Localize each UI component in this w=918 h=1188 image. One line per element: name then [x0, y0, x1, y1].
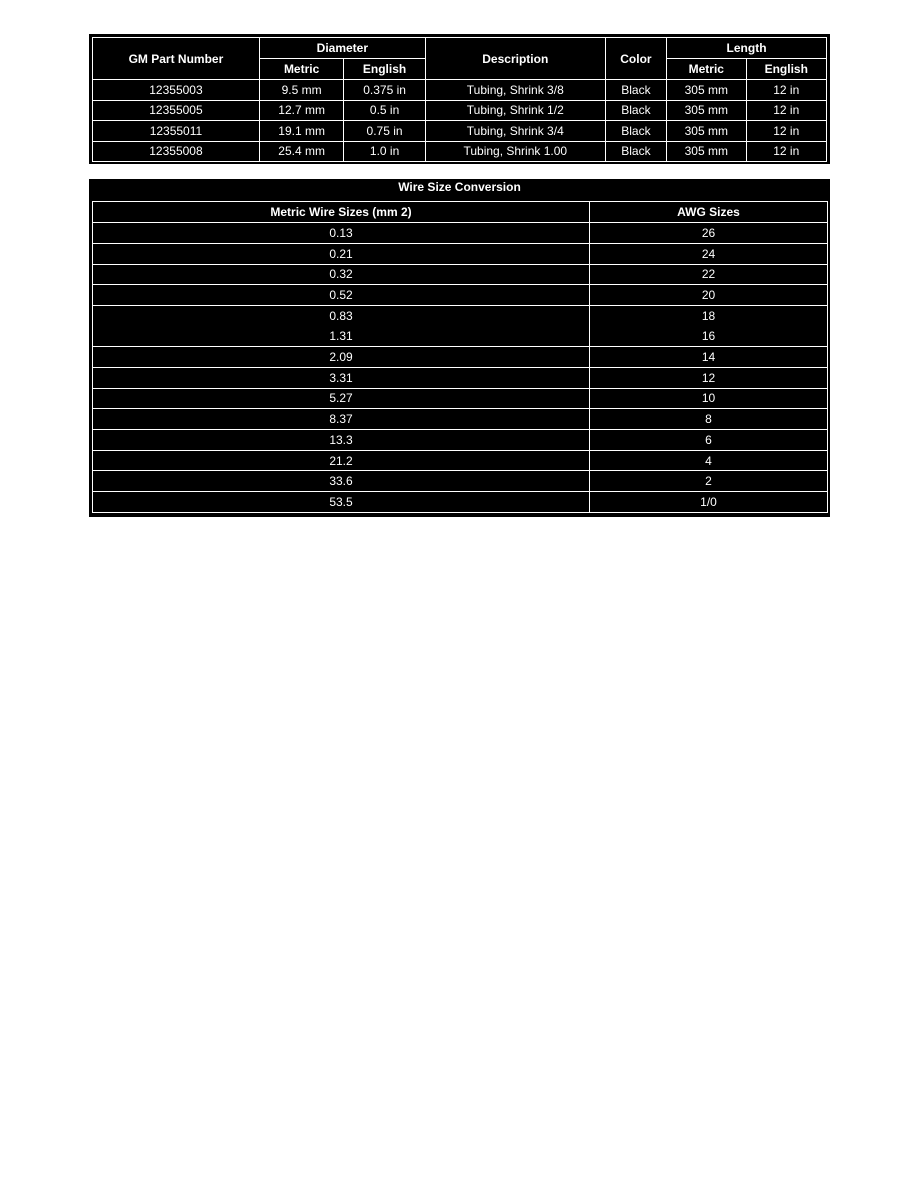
cell-color: Black: [605, 141, 666, 162]
shrink-tubing-table-block: [89, 34, 830, 164]
wire-size-conversion-title: Wire Size Conversion: [398, 180, 521, 194]
cell-awg-size: 24: [590, 243, 828, 264]
cell-description: Tubing, Shrink 3/8: [425, 80, 605, 101]
header-length: Length: [667, 38, 827, 59]
cell-metric-size: 0.52: [93, 285, 590, 306]
cell-metric-size: 0.21: [93, 243, 590, 264]
cell-length-english: 12 in: [746, 121, 826, 142]
cell-awg-size: 6: [590, 430, 828, 451]
header-metric-wire-sizes: Metric Wire Sizes (mm 2): [93, 202, 590, 223]
cell-metric-size: 0.83: [329, 309, 353, 324]
header-gm-part-number: GM Part Number: [93, 38, 260, 80]
table-row: [93, 450, 828, 471]
cell-awg-size-pair: [590, 305, 828, 346]
cell-metric-size-pair: [93, 305, 590, 346]
cell-awg-size: 14: [590, 347, 828, 368]
table-row: [93, 243, 828, 264]
shrink-tubing-table: [92, 37, 827, 162]
table-row: [93, 492, 828, 513]
cell-color: Black: [605, 100, 666, 121]
cell-metric-size: 33.6: [93, 471, 590, 492]
header-color: Color: [605, 38, 666, 80]
cell-part-number: 12355005: [93, 100, 260, 121]
table-row: [93, 305, 828, 346]
cell-awg-size: 22: [590, 264, 828, 285]
cell-length-english: 12 in: [746, 100, 826, 121]
cell-description: Tubing, Shrink 1/2: [425, 100, 605, 121]
cell-metric-size: 3.31: [93, 367, 590, 388]
table-row: [93, 223, 828, 244]
cell-part-number: 12355008: [93, 141, 260, 162]
header-length-english: English: [746, 59, 826, 80]
cell-awg-size: 18: [701, 309, 716, 324]
cell-length-metric: 305 mm: [667, 121, 746, 142]
cell-metric-size: 5.27: [93, 388, 590, 409]
table-row: [93, 388, 828, 409]
cell-length-metric: 305 mm: [667, 100, 746, 121]
cell-metric-size: 8.37: [93, 409, 590, 430]
header-awg-sizes: AWG Sizes: [590, 202, 828, 223]
cell-awg-size: 12: [590, 367, 828, 388]
table-row: [93, 121, 827, 142]
cell-awg-size: 10: [590, 388, 828, 409]
cell-length-english: 12 in: [746, 80, 826, 101]
cell-length-english: 12 in: [746, 141, 826, 162]
table-row: [93, 471, 828, 492]
cell-color: Black: [605, 121, 666, 142]
cell-part-number: 12355003: [93, 80, 260, 101]
cell-diameter-english: 0.5 in: [344, 100, 425, 121]
cell-diameter-metric: 9.5 mm: [259, 80, 343, 101]
table-row: [93, 409, 828, 430]
cell-diameter-english: 0.375 in: [344, 80, 425, 101]
cell-awg-size: 1/0: [590, 492, 828, 513]
table-row: [93, 347, 828, 368]
cell-diameter-english: 1.0 in: [344, 141, 425, 162]
cell-metric-size: 21.2: [93, 450, 590, 471]
cell-metric-size: 0.32: [93, 264, 590, 285]
cell-metric-size: 13.3: [93, 430, 590, 451]
cell-awg-size: 2: [590, 471, 828, 492]
table-row: [93, 80, 827, 101]
table-row: [93, 141, 827, 162]
cell-diameter-metric: 25.4 mm: [259, 141, 343, 162]
cell-diameter-metric: 12.7 mm: [259, 100, 343, 121]
cell-part-number: 12355011: [93, 121, 260, 142]
cell-metric-size: 1.31: [329, 329, 353, 344]
header-length-metric: Metric: [667, 59, 746, 80]
cell-diameter-english: 0.75 in: [344, 121, 425, 142]
cell-metric-size: 53.5: [93, 492, 590, 513]
table-row: [93, 264, 828, 285]
cell-length-metric: 305 mm: [667, 80, 746, 101]
header-diameter-metric: Metric: [259, 59, 343, 80]
header-diameter: Diameter: [259, 38, 425, 59]
cell-awg-size: 26: [590, 223, 828, 244]
table-row: [93, 430, 828, 451]
cell-awg-size: 4: [590, 450, 828, 471]
header-diameter-english: English: [344, 59, 425, 80]
cell-awg-size: 16: [701, 329, 716, 344]
table-row: [93, 367, 828, 388]
table-row: [93, 285, 828, 306]
cell-description: Tubing, Shrink 1.00: [425, 141, 605, 162]
cell-length-metric: 305 mm: [667, 141, 746, 162]
cell-color: Black: [605, 80, 666, 101]
cell-awg-size: 8: [590, 409, 828, 430]
cell-awg-size: 20: [590, 285, 828, 306]
cell-description: Tubing, Shrink 3/4: [425, 121, 605, 142]
wire-size-conversion-block: [89, 179, 830, 517]
cell-metric-size: 2.09: [93, 347, 590, 368]
header-description: Description: [425, 38, 605, 80]
cell-diameter-metric: 19.1 mm: [259, 121, 343, 142]
wire-size-conversion-table: [92, 201, 828, 513]
cell-metric-size: 0.13: [93, 223, 590, 244]
table-row: [93, 100, 827, 121]
